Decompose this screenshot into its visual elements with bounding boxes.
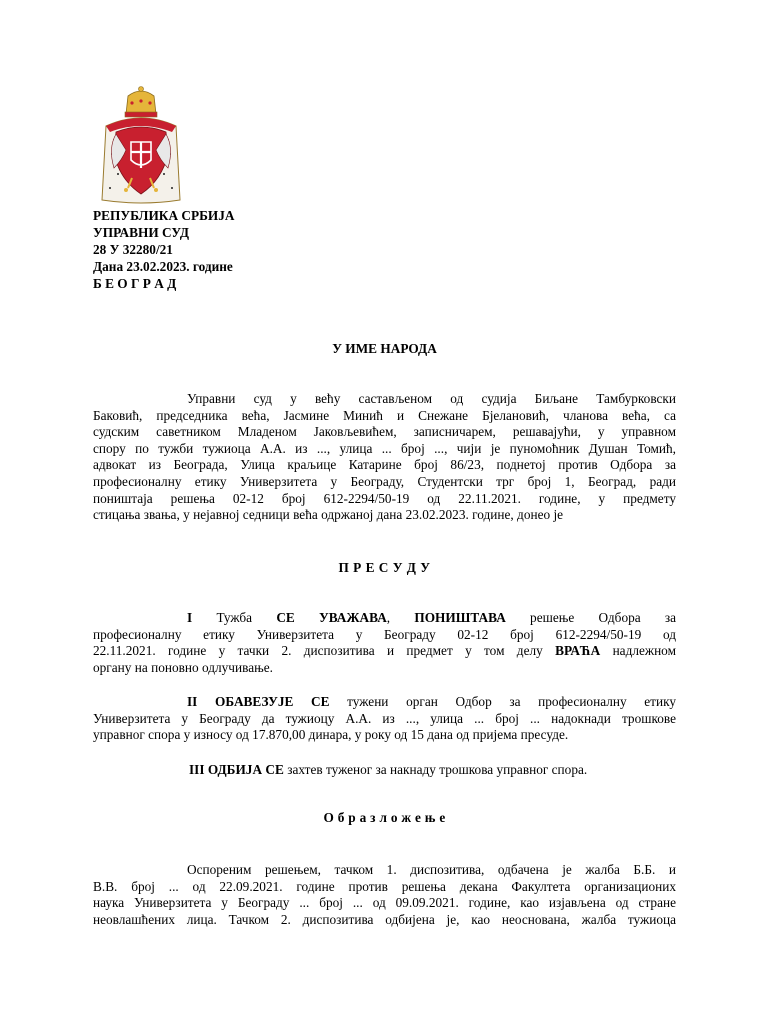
header-case-number: 28 У 32280/21 (93, 242, 173, 257)
intro-line: поништаја решења 02-12 број 612-2294/50-19 од 22.11.2021. године, у предмету (93, 490, 676, 506)
intro-line: судским саветником Младеном Јаковљевићем, записничарем, решавајући, у управном (93, 424, 676, 440)
item1-line: органу на поновно одлучивање. (93, 659, 273, 675)
intro-line: спору по тужби тужиоца А.А. из ..., улица ... број ..., чији је пуномоћник Душан Томић, (93, 440, 676, 456)
reasoning-line: наука Универзитета у Београду ... број ... од 09.09.2021. године, као изјављена од стране (93, 895, 676, 911)
item2-line: II ОБАВЕЗУЈЕ СЕ тужени орган Одбор за професионалну етику (187, 694, 676, 709)
in-the-name-title: У ИМЕ НАРОДА (332, 341, 437, 356)
intro-paragraph (93, 391, 676, 524)
verdict-item-2 (93, 694, 676, 744)
item1-line: I Тужба СЕ УВАЖАВА, ПОНИШТАВА решење Одбора за (187, 610, 677, 625)
item1-line: 22.11.2021. године у тачки 2. диспозитива и предмет у том делу ВРАЋА надлежном (93, 643, 676, 659)
court-header (93, 207, 234, 292)
reasoning-line: Оспореним решењем, тачком 1. диспозитива, одбачена је жалба Б.Б. и (187, 862, 676, 877)
header-city: Б Е О Г Р А Д (93, 276, 177, 291)
reasoning-paragraph (93, 862, 676, 928)
intro-line: професионалну етику Универзитета у Београду, Студентски трг број 1, Београд, ради (93, 473, 676, 489)
item1-line: професионалну етику Универзитета у Београду 02-12 број 612-2294/50-19 од (93, 626, 676, 642)
verdict-item-1 (93, 610, 676, 676)
intro-line: адвокат из Београда, Улица краљице Катарине број 86/23, поднетој против Одбора за (93, 457, 676, 473)
header-country: РЕПУБЛИКА СРБИЈА (93, 208, 235, 223)
item3-bold-rejected: III ОДБИЈА СЕ (189, 762, 284, 777)
intro-line: Баковић, председника већа, Јасмине Минић и Снежане Бјелановић, чланова већа, са (93, 407, 676, 423)
item1-bold-accepted: СЕ УВАЖАВА (276, 610, 387, 625)
header-court: УПРАВНИ СУД (93, 225, 189, 240)
header-date: Дана 23.02.2023. године (93, 259, 233, 274)
verdict-item-3 (93, 762, 676, 779)
item2-line: управног спора у износу од 17.870,00 динара, у року од 15 дана од пријема пресуде. (93, 727, 569, 743)
intro-line: стицања звања, у нејавној седници већа одржаној дана 23.02.2023. године, донео је (93, 507, 564, 523)
serbian-coat-of-arms-icon (98, 84, 184, 206)
verdict-title: П Р Е С У Д У (338, 560, 431, 575)
intro-line: Управни суд у већу састављеном од судија Биљане Тамбурковски (187, 391, 676, 406)
reasoning-line: неовлашћених лица. Тачком 2. диспозитива одбијена је, као неоснована, жалба тужиоца (93, 911, 676, 927)
item3-line: III ОДБИЈА СЕ захтев туженог за накнаду трошкова управног спора. (189, 762, 588, 777)
reasoning-line: В.В. број ... од 22.09.2021. године против решења декана Факултета организационих (93, 878, 676, 894)
item1-bold-annulled: ПОНИШТАВА (414, 610, 506, 625)
reasoning-title: О б р а з л о ж е њ е (323, 810, 446, 825)
item1-bold-returned: ВРАЋА (555, 643, 601, 659)
item1-number: I (187, 610, 193, 625)
item2-line: Универзитета у Београду да тужиоцу А.А. из ..., улица ... број ... надокнади трошкове (93, 710, 676, 726)
item2-bold-obliged: II ОБАВЕЗУЈЕ СЕ (187, 694, 330, 709)
